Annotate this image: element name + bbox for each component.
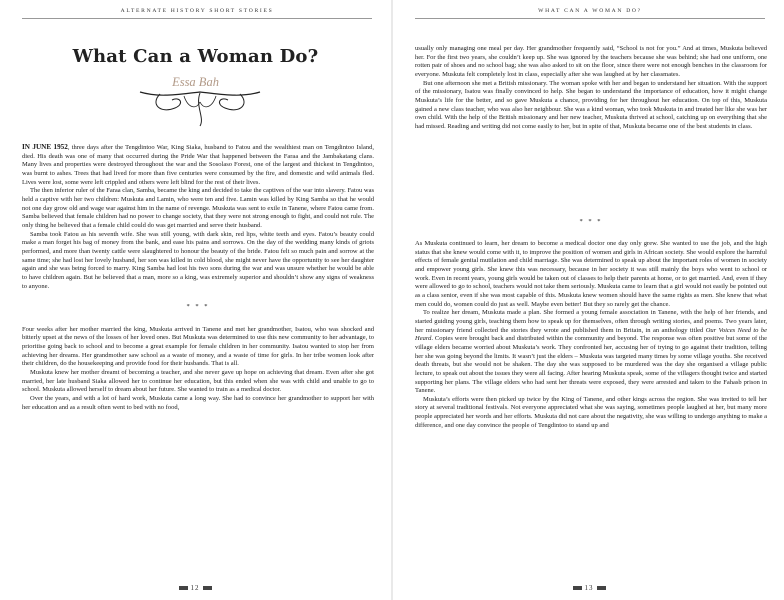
- lead-in: IN JUNE 1952: [22, 143, 68, 151]
- paragraph: But one afternoon she met a British missionary. The woman spoke with her and began to understand her situation. With the support of the missionary, Isatou was finally convinced to help. She began to understand the importance of education, how it might change Muskuta’s life for the better, and so gave Muskuta a chance, providing for her throughout her education. On top of this, Muskuta gained a new class teacher, who was also her neighbour. She was a kind woman, who took Muskuta in and treated her like she was her own child. With the help of the British missionary and her new teacher, Muskuta thrived at school, catching up on everything that she had missed. Reading and writing did not come easily to her, but in spite of that, Muskuta became one of the best students in class.: [415, 79, 767, 130]
- paragraph: The then inferior ruler of the Faraa clan, Samba, became the king and decided to take the captives of the war into slavery. Fatou was held a captive with her two children: Muskuta and Lamin, who were ten and five. Lamin was killed by King Samba so that he would not one day grow old and wage war against him in the name of revenge. Muskuta was sent to exile in Tanene, where Fatou came from. Samba believed that female children had no power to change society, that they were not strong enough to fight, and could not rule. The only thing he believed that a female child could do was get married and serve their husband.: [22, 187, 374, 229]
- paragraph: Muskuta knew her mother dreamt of becoming a teacher, and she never gave up hope on achieving that dream. Even after she got married, her late husband Siaka allowed her to continue her education, but this ended when she was with child and unable to go to school. Muskuta allowed herself to dream about her future. She wanted to train as a medical doctor.: [22, 369, 374, 394]
- paragraph: Four weeks after her mother married the king, Muskuta arrived in Tanene and met her grandmother, Isatou, who was shocked and bitterly upset at the news of the losses of her loved ones. But Muskuta was determined to use this new community to her advantage, to prioritise going back to school and to become a great example for female children in her community. Isatou wanted to stop her from achieving her dreams. Her grandmother saw school as a waste of money, and a waste of time for girls. In her tribe women look after their children, do the housekeeping and provide food for their husbands. That is all.: [22, 325, 374, 368]
- flourish-ornament-icon: [100, 88, 300, 128]
- paragraph: To realize her dream, Muskuta made a plan. She formed a young female association in Tanene, with the help of her friends, and started guiding young girls, teaching them how to speak up for themselves, often through writing stories, and poems. Two years later, her missionary friend collected the stories they wrote and published them in Britain, in an anthology titled Our Voices Need to be Heard. Copies were brought back and distributed within the community and beyond. The response was often positive but some of the village elders became worried about Muskuta’s work. They confronted her, accusing her of trying to go against their tradition, telling her she was going beyond the limits. It wasn’t just the elders – Muskuta was targeted many times by some village youths. She received death threats, but she would not be shaken. The day she was supposed to be murdered was the day she organised a village public lecture, to speak out about the issues they were all facing. After hearing Muskuta speak, some of the villagers thought twice and started supporting her plans. The village elders who had sent her threats were exposed, they were arrested and taken to the Fahasb prison in Tanene.: [415, 309, 767, 395]
- left-page: [0, 0, 391, 600]
- scene-separator: * * *: [579, 218, 603, 225]
- left-text-top: [22, 143, 374, 412]
- right-page: [393, 0, 784, 600]
- folio-ornament-icon: [203, 586, 212, 590]
- header-rule-left: [22, 18, 372, 19]
- paragraph: usually only managing one meal per day. Her grandmother frequently said, “School is not for you.” And at times, Muskuta believed her. For the first two years, she couldn’t keep up. She was ignored by the teachers because she was behind; she had one uniform, one rotten pair of shoes and no school bag; she was also asked to sit on the floor, since there were not enough benches in the classroom for everyone. Muskuta felt completely lost in class, especially after she was laughed at by her classmates.: [415, 45, 767, 78]
- story-title: What Can a Woman Do?: [72, 46, 319, 67]
- anthology-title: Our Voices Need to be Heard: [415, 326, 767, 343]
- folio-ornament-icon: [179, 586, 188, 590]
- running-head-left: ALTERNATE HISTORY SHORT STORIES: [120, 8, 274, 14]
- page-number-left: 12: [165, 584, 225, 592]
- folio-ornament-icon: [573, 586, 582, 590]
- paragraph: IN JUNE 1952, three days after the Tengdintoo War, King Siaka, husband to Fatou and the wealthiest man on Tengdintoo Island, died. His death was one of many that occurred during the Pride War that happened between the Faraa and the Jambakatang clans. Many lives and properties were destroyed throughout the war and the Sosolaso Forest, one of the largest and thickest in Tengdintoo, was burnt to ashes. Trees that had lived for more than five centuries were consumed by the fire, and domestic and wild animals fled. Lives were lost, some were left crippled and others were left blind for the rest of their lives.: [22, 143, 374, 186]
- folio-ornament-icon: [597, 586, 606, 590]
- right-text-top: [415, 45, 767, 132]
- author-name: Essa Bah: [172, 75, 219, 89]
- header-rule-right: [415, 18, 765, 19]
- page-number-right: 13: [559, 584, 619, 592]
- right-text-bottom: [415, 240, 767, 430]
- paragraph: Over the years, and with a lot of hard work, Muskuta came a long way. She had to convince her grandmother to support her with her education and as a result often went to bed with no food,: [22, 395, 374, 411]
- scene-separator: * * *: [186, 303, 210, 311]
- paragraph: As Muskuta continued to learn, her dream to become a medical doctor one day only grew. She wanted to use the job, and the high status that she knew would come with it, to improve the position of women and girls in African society. She would explore the harmful effects of female genital mutilation and child marriage. She was determined to speak up about the important roles of women in society and empower young girls. She knew this was necessary, because in her society it was still mainly the boys who went to school or work. Even in recent years, young girls would be taken out of classes to help their parents at home, or to get married. And, even if they were allowed to go to school, teachers would not take them seriously. Muskuta came to learn that a girl would not easily be pointed out as a class senior, even if she was most capable of this. Muskuta knew women should have the same rights as men. She knew that what men could do, women could do just as well. Maybe even better! But they so rarely get the chance.: [415, 240, 767, 308]
- running-head-right: WHAT CAN A WOMAN DO?: [538, 8, 642, 14]
- paragraph: Muskuta’s efforts were then picked up twice by the King of Tanene, and other kings across the region. She was invited to tell her story at several traditional festivals. Not everyone appreciated what she was saying, sometimes people laughed at her, but many more people appreciated her words and her efforts. Muskuta did not care about the negativity, she was willing to undergo anything to make a difference, and one day convince the people of Tengdintoo to stand up and: [415, 395, 767, 429]
- paragraph: Samba took Fatou as his seventh wife. She was still young, with dark skin, red lips, white teeth and eyes. Fatou’s beauty could make a man forget his bag of money from the bank, and ease his pains and sorrows. On the day of the wedding many kinds of griots performed, and more than twenty cattle were slaughtered to honour the beauty of the bride. Fatou felt so much pain and sorrow at the same time; she had lost her lovely husband, her son was killed in cold blood, she might never have the opportunity to see her daughter again and she was being forced to marry. King Samba had lost his two sons during the war and was unsure whether he would be able to have children again. But he believed that a man, more so a king, was extremely superior and shouldn’t show any signs of weakness to anyone.: [22, 230, 374, 290]
